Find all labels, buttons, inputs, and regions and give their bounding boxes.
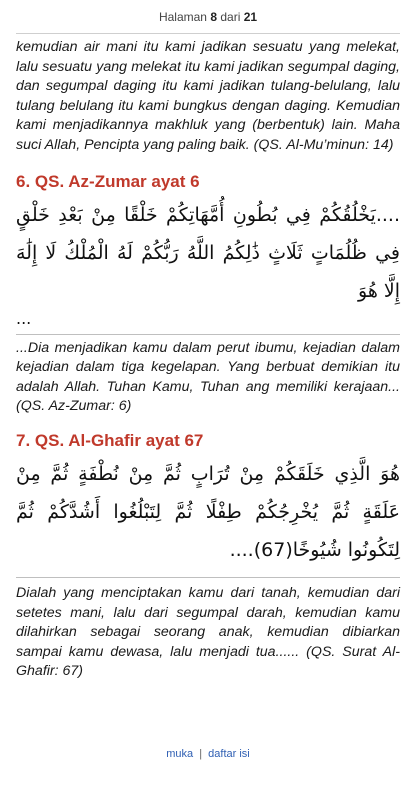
page-of-label: dari xyxy=(220,10,241,24)
table-of-contents-link[interactable]: daftar isi xyxy=(208,748,250,760)
section-6-heading: 6. QS. Az-Zumar ayat 6 xyxy=(16,171,200,191)
section-6-divider xyxy=(16,334,400,335)
page-footer xyxy=(0,748,416,760)
intro-translation: kemudian air mani itu kami jadikan sesuatu yang melekat, lalu sesuatu yang melekat itu kami jadikan segumpal daging, dan segumpal daging itu kami jadikan tulang-belulang, lalu tulang belulang itu kami bungkus dengan daging. Kemudian kami menjadikannya makhluk yang (berbentuk) lain. Maha suci Allah, Pencipta yang paling baik. (QS. Al-Mu’minun: 14) xyxy=(16,39,400,153)
footer-separator: | xyxy=(199,748,203,760)
home-link[interactable]: muka xyxy=(166,748,194,760)
page-label: Halaman xyxy=(158,10,207,24)
section-6-arabic: ....يَخْلُقُكُمْ فِي بُطُونِ أُمَّهَاتِكُمْ خَلْقًا مِنْ بَعْدِ خَلْقٍ فِي ظُلُمَاتٍ ثَلَاثٍ ذَٰلِكُمُ اللَّهُ رَبُّكُمْ لَهُ الْمُلْكُ لَا إِلَٰهَ إِلَّا هُوَ xyxy=(16,203,400,302)
page-content xyxy=(16,38,400,682)
section-6-translation: ...Dia menjadikan kamu dalam perut ibumu, kejadian dalam kejadian dalam tiga kegelapan. Yang berbuat demikian itu adalah Allah. Tuhan Kamu, Tuhan ang memiliki kerajaan...(QS. Az-Zumar: 6) xyxy=(16,339,400,415)
page-total: 21 xyxy=(243,10,258,24)
section-7-translation: Dialah yang menciptakan kamu dari tanah, kemudian dari setetes mani, lalu dari segumpal darah, kemudian kamu dilahirkan sebagai seorang anak, kemudian dibiarkan sampai kamu dewasa, lalu menjadi tua...... (QS. Surat Al- Ghafir: 67) xyxy=(16,584,400,680)
section-6-arabic-ellipsis: ... xyxy=(16,308,32,328)
header-divider xyxy=(16,33,400,34)
section-7-divider xyxy=(16,577,400,578)
section-7-arabic: هُوَ الَّذِي خَلَقَكُمْ مِنْ تُرَابٍ ثُمَّ مِنْ نُطْفَةٍ ثُمَّ مِنْ عَلَقَةٍ ثُمَّ يُخْرِجُكُمْ طِفْلًا ثُمَّ لِتَبْلُغُوا أَشُدَّكُمْ ثُمَّ لِتَكُونُوا شُيُوخًا(67).... xyxy=(16,462,400,561)
page-number: 8 xyxy=(210,10,217,24)
page-header xyxy=(0,0,416,34)
section-7-heading: 7. QS. Al-Ghafir ayat 67 xyxy=(16,430,204,450)
